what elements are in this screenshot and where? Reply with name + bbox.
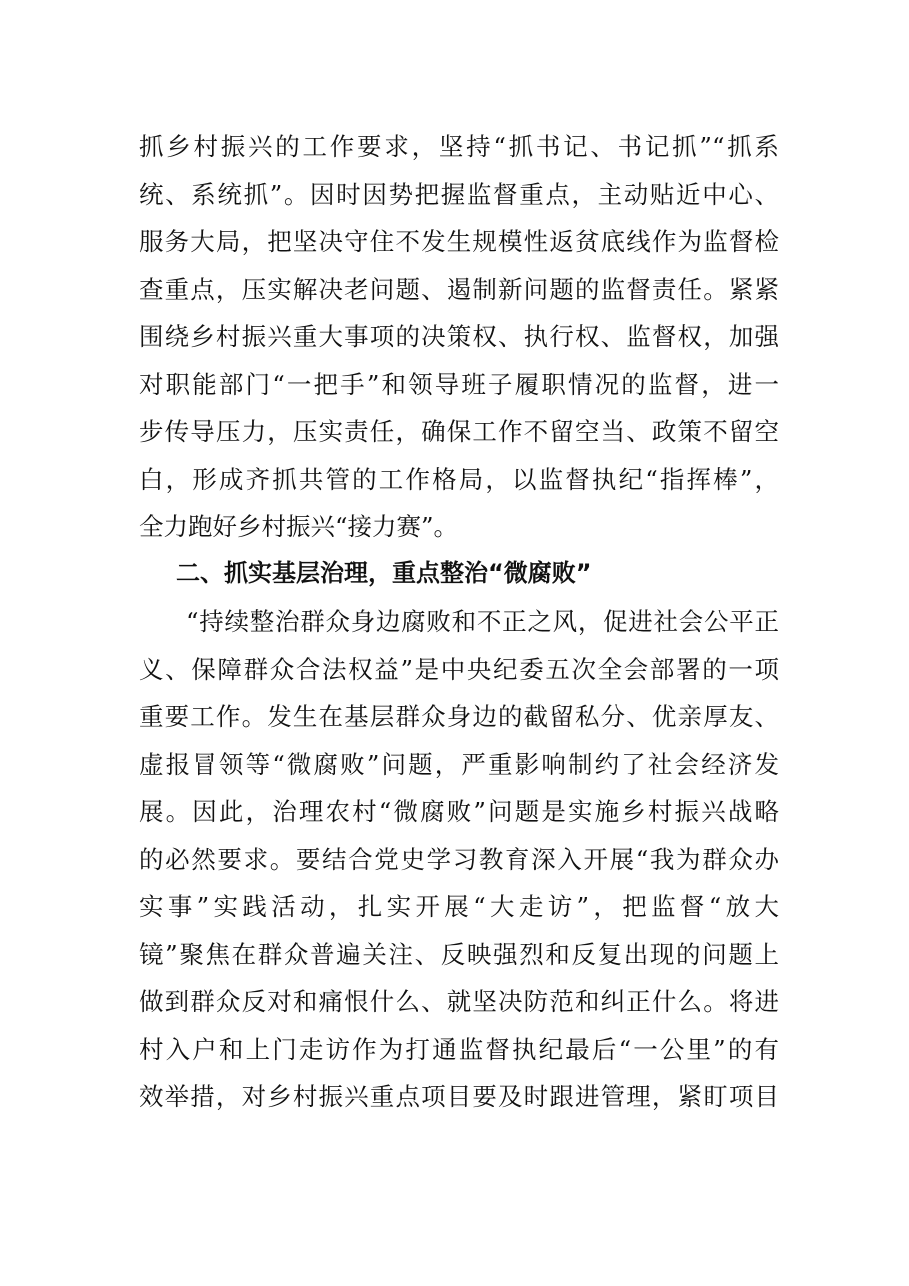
paragraph-line: 展。因此，治理农村“微腐败”问题是实施乡村振兴战略 [139,797,779,826]
paragraph-line: 实事”实践活动，扎实开展“大走访”，把监督“放大 [139,892,779,921]
paragraph-line: 做到群众反对和痛恨什么、就坚决防范和纠正什么。将进 [139,987,779,1016]
body-paragraph-1 [139,123,779,551]
paragraph-line: 对职能部门“一把手”和领导班子履职情况的监督，进一 [139,369,779,399]
paragraph-line: 服务大局，把坚决守住不发生规模性返贫底线作为监督检 [139,227,779,256]
paragraph-line: 的必然要求。要结合党史学习教育深入开展“我为群众办 [139,844,779,874]
paragraph-line: 虚报冒领等“微腐败”问题，严重影响制约了社会经济发 [139,749,779,779]
paragraph-line: 围绕乡村振兴重大事项的决策权、执行权、监督权，加强 [139,322,779,351]
paragraph-line: 抓乡村振兴的工作要求，坚持“抓书记、书记抓”“抓系 [139,132,779,161]
paragraph-line: “持续整治群众身边腐败和不正之风，促进社会公平正 [186,607,779,636]
body-paragraph-2 [139,598,779,1121]
paragraph-line: 重要工作。发生在基层群众身边的截留私分、优亲厚友、 [139,702,779,731]
paragraph-line: 效举措，对乡村振兴重点项目要及时跟进管理，紧盯项目 [139,1082,779,1111]
paragraph-line: 查重点，压实解决老问题、遏制新问题的监督责任。紧紧 [139,274,779,304]
paragraph-line: 义、保障群众合法权益”是中央纪委五次全会部署的一项 [139,654,779,684]
paragraph-line: 村入户和上门走访作为打通监督执纪最后“一公里”的有 [139,1034,779,1064]
paragraph-line: 镜”聚焦在群众普遍关注、反映强烈和反复出现的问题上 [139,939,779,969]
paragraph-line: 统、系统抓”。因时因势把握监督重点，主动贴近中心、 [139,179,779,209]
paragraph-line: 步传导压力，压实责任，确保工作不留空当、政策不留空 [139,417,779,446]
section-heading: 二、抓实基层治理，重点整治“微腐败” [176,559,592,587]
paragraph-line: 白，形成齐抓共管的工作格局，以监督执纪“指挥棒”， [139,464,779,494]
paragraph-line: 全力跑好乡村振兴“接力赛”。 [139,512,459,541]
